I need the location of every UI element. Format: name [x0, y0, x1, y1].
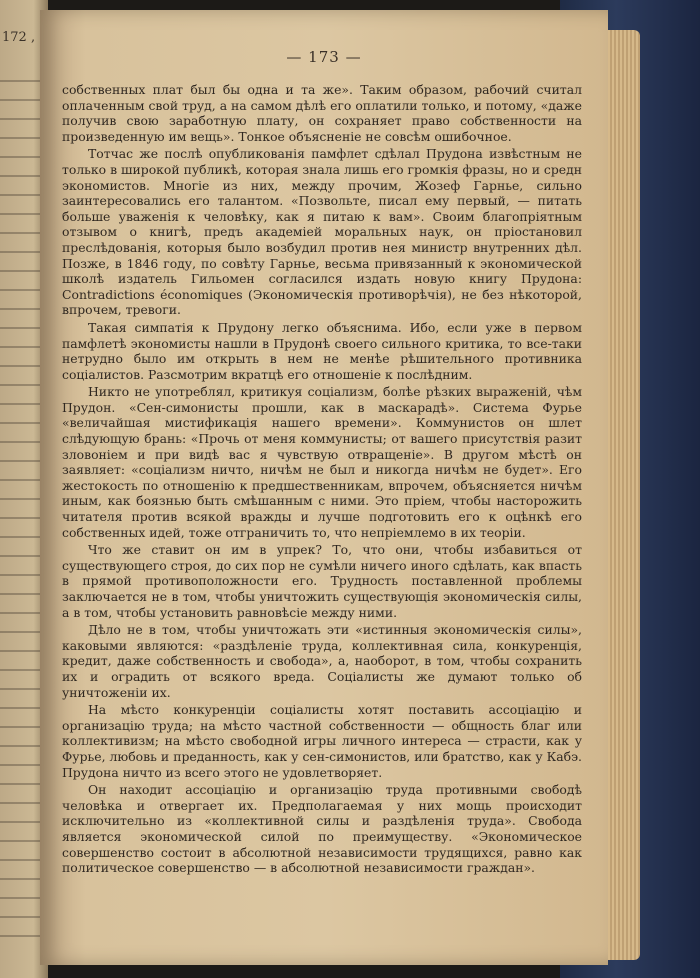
paragraph: Тотчас же послѣ опубликованія памфлет сдѣлал Прудона извѣстным не только в широкой публикѣ, которая знала лишь его громкія фразы, но и средн экономистов. Многіе из них, между прочим, Жозеф Гарнье, сильно заинтересовались его талантом. «Позвольте, писал ему первый, — питать больше уваженія к человѣку, как я питаю к вам». Своим благопріятным отзывом о книгѣ, предъ академіей моральных наук, он пріостановил преслѣдованія, которыя было возбудил против нея министр внутренних дѣл. Позже, в 1846 году, по совѣту Гарнье, весьма привязанный к экономической школѣ издатель Гильомен согласился издать новую книгу Прудона: Contradictions économiques (Экономическія противорѣчія), не без нѣкоторой, впрочем, тревоги. — [62, 146, 582, 318]
right-page — [40, 10, 608, 965]
paragraph: Он находит ассоціацію и организацію труда противными свободѣ человѣка и отвергает их. Предполагаемая у них мощь происходит исключительно из «коллективной силы и раздѣленія труда». Свобода является экономической силой по преимуществу. «Экономическое совершенство состоит в абсолютной независимости трудящихся, равно как политическое совершенство — в абсолютной независимости граждан». — [62, 782, 582, 876]
left-page-number: 172 , — [2, 30, 36, 45]
paragraph: Такая симпатія к Прудону легко объяснима. Ибо, если уже в первом памфлетѣ экономисты нашли в Прудонѣ своего сильного критика, то все-таки нетрудно было им открыть в нем не менѣе рѣшительного противника соціалистов. Разсмотрим вкратцѣ его отношеніе к послѣдним. — [62, 319, 582, 382]
paragraph: На мѣсто конкуренціи соціалисты хотят поставить ассоціацію и организацію труда; на мѣсто частной собственности — общность благ или коллективизм; на мѣсто свободной игры личного интереса — страсти, как у Фурье, любовь и преданность, как у сен-симонистов, или братство, как у Кабэ. Прудона ничто из всего этого не удовлетворяет. — [62, 702, 582, 780]
page-number: — 173 — — [286, 48, 362, 66]
paragraph: Дѣло не в том, чтобы уничтожать эти «истинныя экономическія силы», каковыми являются: «раздѣленіе труда, коллективная сила, конкуренція, кредит, даже собственность и свобода», а, наоборот, в том, чтобы сохранить их и оградить от всякого вреда. Соціалисты же думают только об уничтоженіи их. — [62, 622, 582, 700]
page-body-text — [62, 82, 582, 876]
paragraph: Никто не употреблял, критикуя соціализм, болѣе рѣзких выраженій, чѣм Прудон. «Сен-симонисты прошли, как в маскарадѣ». Система Фурье «величайшая мистификація нашего времени». Коммунистов он шлет слѣдующую брань: «Прочь от меня коммунисты; от вашего присутствія разит зловоніем и при видѣ вас я чувствую отвращеніе». В другом мѣстѣ он заявляет: «соціализм ничто, ничѣм не был и никогда ничѣм не будет». Его жестокость по отношенію к предшественникам, впрочем, объясняется ничѣм иным, как боязнью быть смѣшанным с ними. Это пріем, чтобы насторожить читателя против всякой вражды и лучше подготовить его к оцѣнкѣ его собственных идей, тоже отграничить то, что непріемлемо в их теоріи. — [62, 384, 582, 540]
paragraph: Что же ставит он им в упрек? То, что они, чтобы избавиться от существующего строя, до сих пор не сумѣли ничего иного сдѣлать, как впасть в прямой противоположности его. Трудность поставленной проблемы заключается не в том, чтобы уничтожить существующія экономическія силы, а в том, чтобы установить равновѣсіе между ними. — [62, 542, 582, 620]
paragraph: собственных плат был бы одна и та же». Таким образом, рабочий считал оплаченным свой труд, а на самом дѣлѣ его оплатили только, и потому, «даже получив свою заработную плату, он сохраняет право собственности на произведенную им вещь». Тонкое объясненіе не совсѣм ошибочное. — [62, 82, 582, 144]
